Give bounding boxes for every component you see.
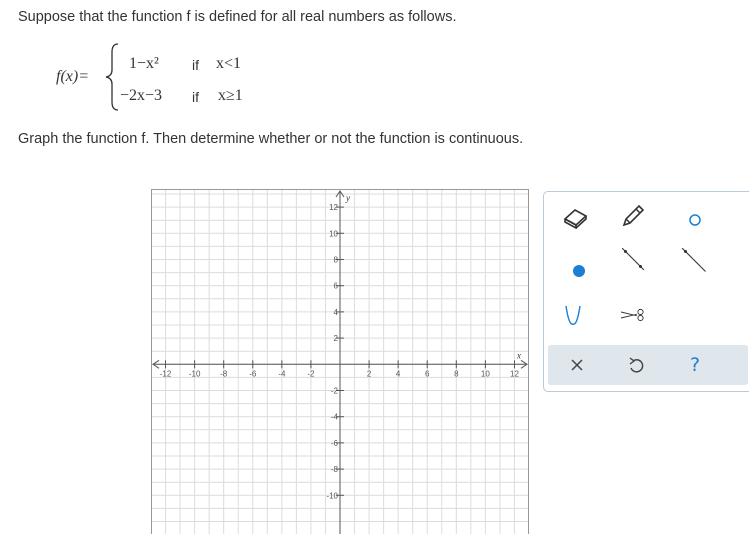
- case-2-condition: x≥1: [218, 87, 243, 105]
- y-tick-label: -8: [331, 465, 339, 474]
- x-axis-label: x: [516, 350, 521, 360]
- x-tick-label: -4: [278, 369, 286, 378]
- case-1-condition: x<1: [216, 55, 241, 73]
- filled-circle-icon: [565, 257, 585, 277]
- case-2-expression: −2x−3: [120, 87, 162, 105]
- eraser-icon: [561, 205, 589, 229]
- toolbox-action-bar: [548, 345, 748, 385]
- graph-toolbox: [543, 191, 749, 392]
- help-icon: ?: [690, 354, 700, 376]
- instruction-text: Graph the function f. Then determine whether or not the function is continuous.: [18, 131, 523, 147]
- y-tick-label: 12: [329, 203, 338, 212]
- function-label: f(x)=: [56, 68, 89, 86]
- x-tick-label: 4: [396, 369, 401, 378]
- open-circle-icon: [685, 208, 705, 228]
- point-tool[interactable]: [560, 252, 590, 282]
- x-tick-label: -6: [249, 369, 257, 378]
- x-tick-label: -2: [307, 369, 315, 378]
- segment-icon: [618, 241, 648, 277]
- open-circle-tool[interactable]: [680, 203, 710, 233]
- y-tick-label: 10: [329, 229, 338, 238]
- graph-canvas[interactable]: [151, 189, 529, 534]
- y-tick-label: 8: [334, 256, 339, 265]
- y-tick-label: -10: [326, 491, 338, 500]
- clear-button[interactable]: [562, 350, 592, 380]
- x-tick-label: 6: [425, 369, 430, 378]
- case-2-if: if: [192, 89, 199, 105]
- x-tick-label: -8: [220, 369, 228, 378]
- ray-tool[interactable]: [678, 244, 708, 274]
- x-tick-label: 8: [454, 369, 459, 378]
- undo-button[interactable]: [621, 350, 651, 380]
- y-tick-label: -2: [331, 387, 339, 396]
- x-tick-label: -12: [160, 369, 172, 378]
- problem-prompt: Suppose that the function f is defined for all real numbers as follows.: [18, 9, 456, 25]
- pencil-tool[interactable]: [618, 201, 648, 231]
- y-tick-label: -4: [331, 413, 339, 422]
- y-tick-label: -6: [331, 439, 339, 448]
- eraser-tool[interactable]: [560, 202, 590, 232]
- x-tick-label: -10: [189, 369, 201, 378]
- y-tick-label: 4: [334, 308, 339, 317]
- x-tick-label: 10: [481, 369, 490, 378]
- x-tick-label: 12: [510, 369, 519, 378]
- x-tick-label: 2: [367, 369, 372, 378]
- scissors-icon: [618, 302, 648, 328]
- y-tick-label: 6: [334, 282, 339, 291]
- help-button[interactable]: [680, 350, 710, 380]
- y-tick-label: 2: [334, 334, 339, 343]
- undo-icon: [627, 356, 645, 374]
- x-icon: [569, 357, 585, 373]
- case-1-if: if: [192, 57, 199, 73]
- ray-icon: [678, 241, 708, 277]
- line-segment-tool[interactable]: [618, 244, 648, 274]
- y-axis-label: y: [345, 193, 350, 203]
- case-1-expression: 1−x²: [129, 55, 159, 73]
- scissors-tool[interactable]: [618, 300, 648, 330]
- pencil-icon: [619, 202, 647, 230]
- parabola-icon: [561, 302, 585, 328]
- parabola-tool[interactable]: [558, 300, 588, 330]
